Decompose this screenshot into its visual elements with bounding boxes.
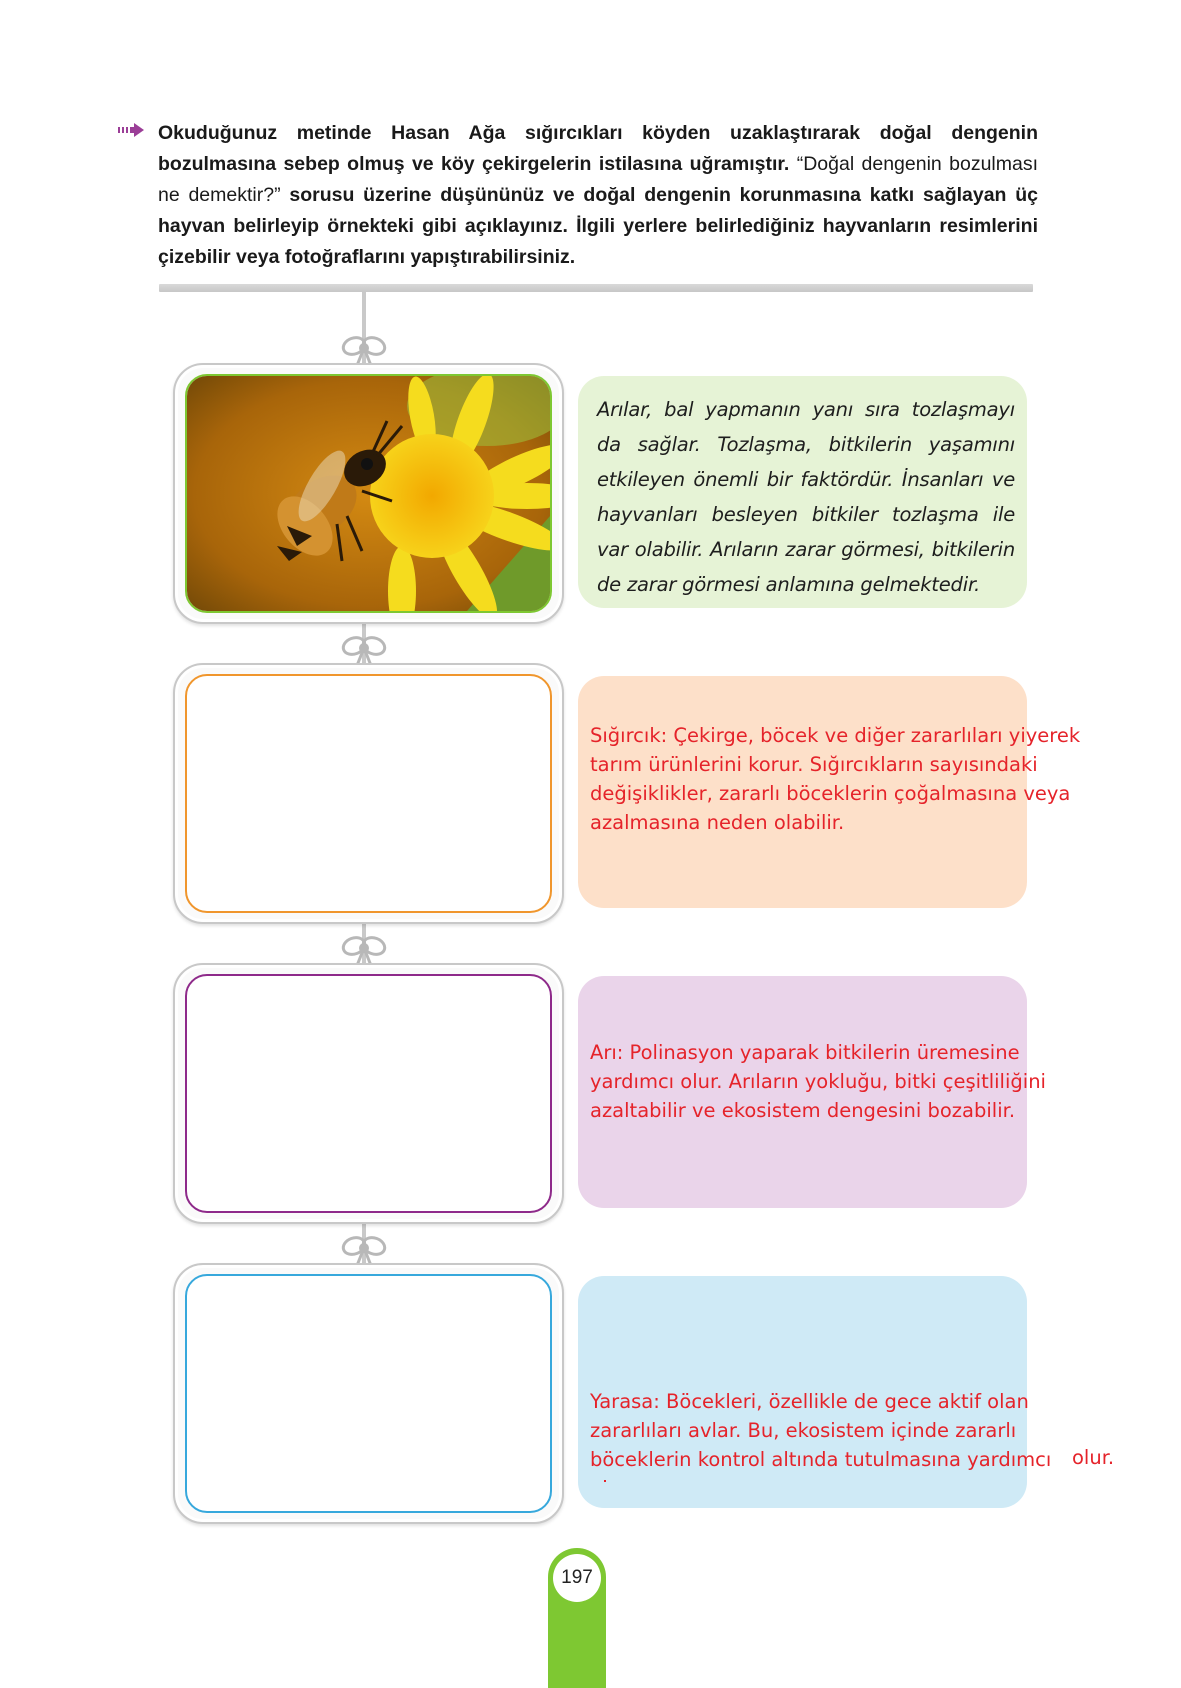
answer-line: değişiklikler, zararlı böceklerin çoğalmasına veya — [590, 782, 1071, 805]
instruction-bold-2: sorusu üzerine düşününüz ve doğal dengenin korunmasına katkı sağlayan üç hayvan belirleyip örnekteki gibi açıklayınız. İlgili yerlere belirlediğiniz hayvanların resimlerini çizebilir veya fotoğraflarını yapıştırabilirsiniz. — [158, 184, 1038, 268]
example-explanation: Arılar, bal yapmanın yanı sıra tozlaşmayı da sağlar. Tozlaşma, bitkilerin yaşamını etkileyen önemli bir faktördür. İnsanları ve hayvanları besleyen bitkiler tozlaşma ile var olabilir. Arıların zarar görmesi, bitkilerin de zarar görmesi anlamına gelmektedir. — [597, 398, 1015, 596]
answer-line: Sığırcık: Çekirge, böcek ve diğer zararlıları yiyerek — [590, 724, 1081, 747]
bee-on-flower-image — [187, 376, 550, 611]
drawing-area-1[interactable] — [185, 674, 552, 913]
answer-line: tarım ürünlerini korur. Sığırcıkların sayısındaki — [590, 753, 1038, 776]
answer-line: zararlıları avlar. Bu, ekosistem içinde zararlı — [590, 1419, 1017, 1442]
answer-text-1 — [590, 721, 1110, 837]
divider-bar — [159, 284, 1033, 292]
instruction-question: “Doğal dengenin bozulması ne demektir?” — [158, 153, 1039, 206]
example-photo-frame — [173, 363, 564, 624]
answer-line: yardımcı olur. Arıların yokluğu, bitki çeşitliliğini — [590, 1070, 1046, 1093]
arrow-bullet-icon — [118, 122, 144, 138]
drawing-area-3[interactable] — [185, 1274, 552, 1513]
page-number: 197 — [553, 1554, 601, 1602]
instruction-text — [158, 118, 1038, 273]
answer-trailing-word: olur. — [1072, 1446, 1115, 1469]
drawing-area-2[interactable] — [185, 974, 552, 1213]
bee-photo — [185, 374, 552, 613]
instruction-bold-1: Okuduğunuz metinde Hasan Ağa sığırcıkları köyden uzaklaştırarak doğal dengenin bozulmasına sebep olmuş ve köy çekirgelerin istilasına uğramıştır. — [158, 122, 1038, 175]
answer-line: Yarasa: Böcekleri, özellikle de gece aktif olan — [590, 1390, 1029, 1413]
drawing-frame-2 — [173, 963, 564, 1224]
drawing-frame-3 — [173, 1263, 564, 1524]
answer-line: böceklerin kontrol altında tutulmasına yardımcı — [590, 1448, 1052, 1471]
answer-text-3 — [590, 1387, 1110, 1474]
page-number-tab — [548, 1548, 606, 1688]
answer-text-2 — [590, 1038, 1110, 1125]
answer-line: azalmasına neden olabilir. — [590, 811, 845, 834]
drawing-frame-1 — [173, 663, 564, 924]
answer-line: azaltabilir ve ekosistem dengesini bozabilir. — [590, 1099, 1016, 1122]
instruction-block — [118, 118, 1038, 273]
stray-mark — [604, 1480, 606, 1482]
answer-line: Arı: Polinasyon yaparak bitkilerin üremesine — [590, 1041, 1020, 1064]
